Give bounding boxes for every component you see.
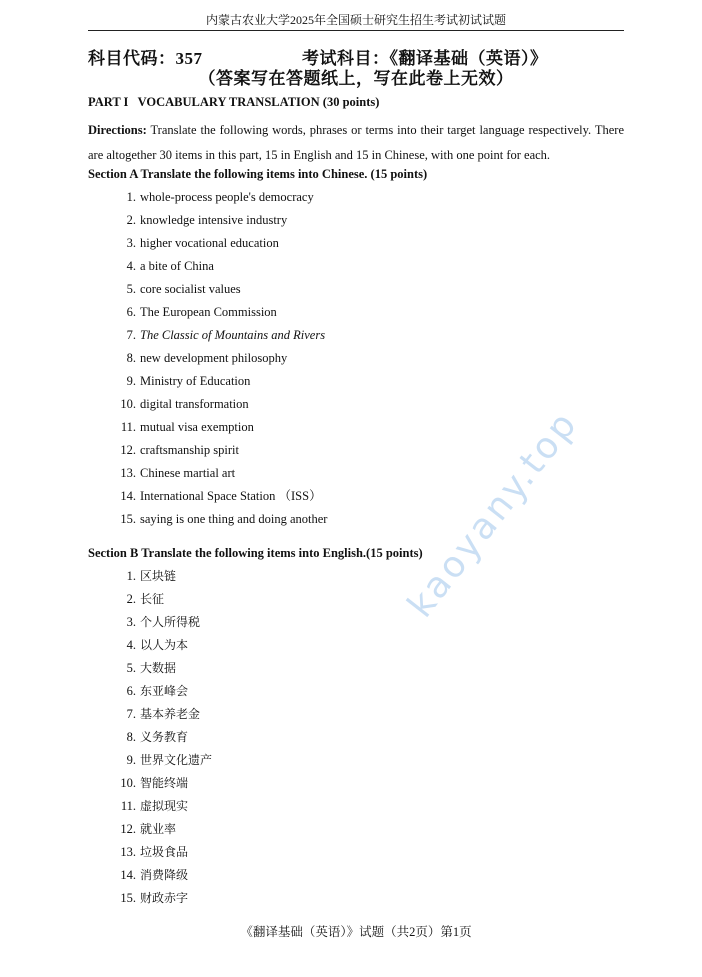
item-number: 3.: [126, 236, 136, 250]
section-b-title: Section B Translate the following items into English.(15 points): [88, 546, 423, 560]
header-rule: [88, 30, 624, 31]
item-number: 14.: [120, 489, 136, 503]
item-text: 长征: [140, 592, 165, 606]
answer-note: （答案写在答题纸上，写在此卷上无效）: [198, 69, 514, 88]
item-text: core socialist values: [140, 282, 241, 296]
item-number: 9.: [126, 374, 136, 388]
subject-code: 科目代码：357: [88, 49, 203, 68]
item-text: 虚拟现实: [140, 799, 189, 813]
list-item: [104, 749, 212, 772]
list-item: [104, 347, 327, 370]
list-item: [104, 186, 327, 209]
list-item: [104, 611, 212, 634]
item-text: 大数据: [140, 661, 177, 675]
list-item: [104, 255, 327, 278]
item-number: 1.: [126, 190, 136, 204]
item-number: 2.: [126, 213, 136, 227]
section-a-list: [104, 186, 327, 531]
item-text: higher vocational education: [140, 236, 279, 250]
list-item: [104, 462, 327, 485]
list-item: [104, 209, 327, 232]
list-item: [104, 370, 327, 393]
item-text: Chinese martial art: [140, 466, 236, 480]
list-item: [104, 324, 327, 347]
item-text: 就业率: [140, 822, 177, 836]
list-item: [104, 565, 212, 588]
list-item: [104, 726, 212, 749]
list-item: [104, 703, 212, 726]
item-text: 东亚峰会: [140, 684, 189, 698]
page-header: 内蒙古农业大学2025年全国硕士研究生招生考试初试试题: [205, 13, 506, 27]
item-number: 6.: [126, 305, 136, 319]
item-number: 1.: [126, 569, 136, 583]
list-item: [104, 887, 212, 910]
list-item: [104, 657, 212, 680]
part-title: PART I VOCABULARY TRANSLATION (30 points): [88, 95, 380, 109]
item-number: 2.: [126, 592, 136, 606]
item-number: 7.: [126, 328, 136, 342]
list-item: [104, 485, 327, 508]
item-text: a bite of China: [140, 259, 214, 273]
item-text: The European Commission: [140, 305, 277, 319]
list-item: [104, 416, 327, 439]
item-text: digital transformation: [140, 397, 249, 411]
item-number: 3.: [126, 615, 136, 629]
list-item: [104, 680, 212, 703]
list-item: [104, 841, 212, 864]
watermark: kaoyany.top: [400, 402, 587, 626]
item-number: 11.: [120, 799, 136, 813]
item-text: International Space Station （ISS）: [140, 489, 322, 503]
section-a-title: Section A Translate the following items into Chinese. (15 points): [88, 167, 428, 181]
item-text: 个人所得税: [140, 615, 201, 629]
item-number: 13.: [120, 845, 136, 859]
item-number: 11.: [120, 420, 136, 434]
item-number: 4.: [126, 638, 136, 652]
list-item: [104, 772, 212, 795]
list-item: [104, 439, 327, 462]
list-item: [104, 864, 212, 887]
item-number: 15.: [120, 512, 136, 526]
item-text: 财政赤字: [140, 891, 189, 905]
item-number: 14.: [120, 868, 136, 882]
list-item: [104, 795, 212, 818]
list-item: [104, 232, 327, 255]
list-item: [104, 588, 212, 611]
item-text: 智能终端: [140, 776, 189, 790]
item-text: new development philosophy: [140, 351, 288, 365]
item-text: craftsmanship spirit: [140, 443, 239, 457]
list-item: [104, 278, 327, 301]
item-text: whole-process people's democracy: [140, 190, 314, 204]
list-item: [104, 818, 212, 841]
item-number: 6.: [126, 684, 136, 698]
item-number: 12.: [120, 443, 136, 457]
item-number: 15.: [120, 891, 136, 905]
item-text: 基本养老金: [140, 707, 201, 721]
item-number: 9.: [126, 753, 136, 767]
item-text: 义务教育: [140, 730, 189, 744]
directions-text: Translate the following words, phrases or terms into their target language respectively. There are altogether 30 items in this part, 15 in English and 15 in Chinese, with one point for each.: [88, 123, 624, 162]
item-number: 8.: [126, 351, 136, 365]
item-number: 5.: [126, 282, 136, 296]
directions: [88, 118, 624, 168]
item-number: 10.: [120, 397, 136, 411]
item-text: knowledge intensive industry: [140, 213, 288, 227]
item-text: Ministry of Education: [140, 374, 251, 388]
item-text: 消费降级: [140, 868, 189, 882]
item-number: 13.: [120, 466, 136, 480]
item-number: 4.: [126, 259, 136, 273]
item-text: 区块链: [140, 569, 177, 583]
item-number: 12.: [120, 822, 136, 836]
item-number: 7.: [126, 707, 136, 721]
item-text: 世界文化遗产: [140, 753, 213, 767]
item-text: 以人为本: [140, 638, 189, 652]
directions-label: Directions:: [88, 123, 147, 137]
page-footer: 《翻译基础（英语）》试题（共2页）第1页: [240, 925, 472, 939]
item-number: 10.: [120, 776, 136, 790]
item-text: mutual visa exemption: [140, 420, 254, 434]
item-number: 8.: [126, 730, 136, 744]
section-b-list: [104, 565, 212, 910]
subject-name: 考试科目：《翻译基础（英语）》: [302, 49, 548, 68]
list-item: [104, 508, 327, 531]
item-number: 5.: [126, 661, 136, 675]
item-text: saying is one thing and doing another: [140, 512, 328, 526]
item-text: 垃圾食品: [140, 845, 189, 859]
list-item: [104, 634, 212, 657]
list-item: [104, 301, 327, 324]
item-text: The Classic of Mountains and Rivers: [140, 328, 326, 342]
list-item: [104, 393, 327, 416]
